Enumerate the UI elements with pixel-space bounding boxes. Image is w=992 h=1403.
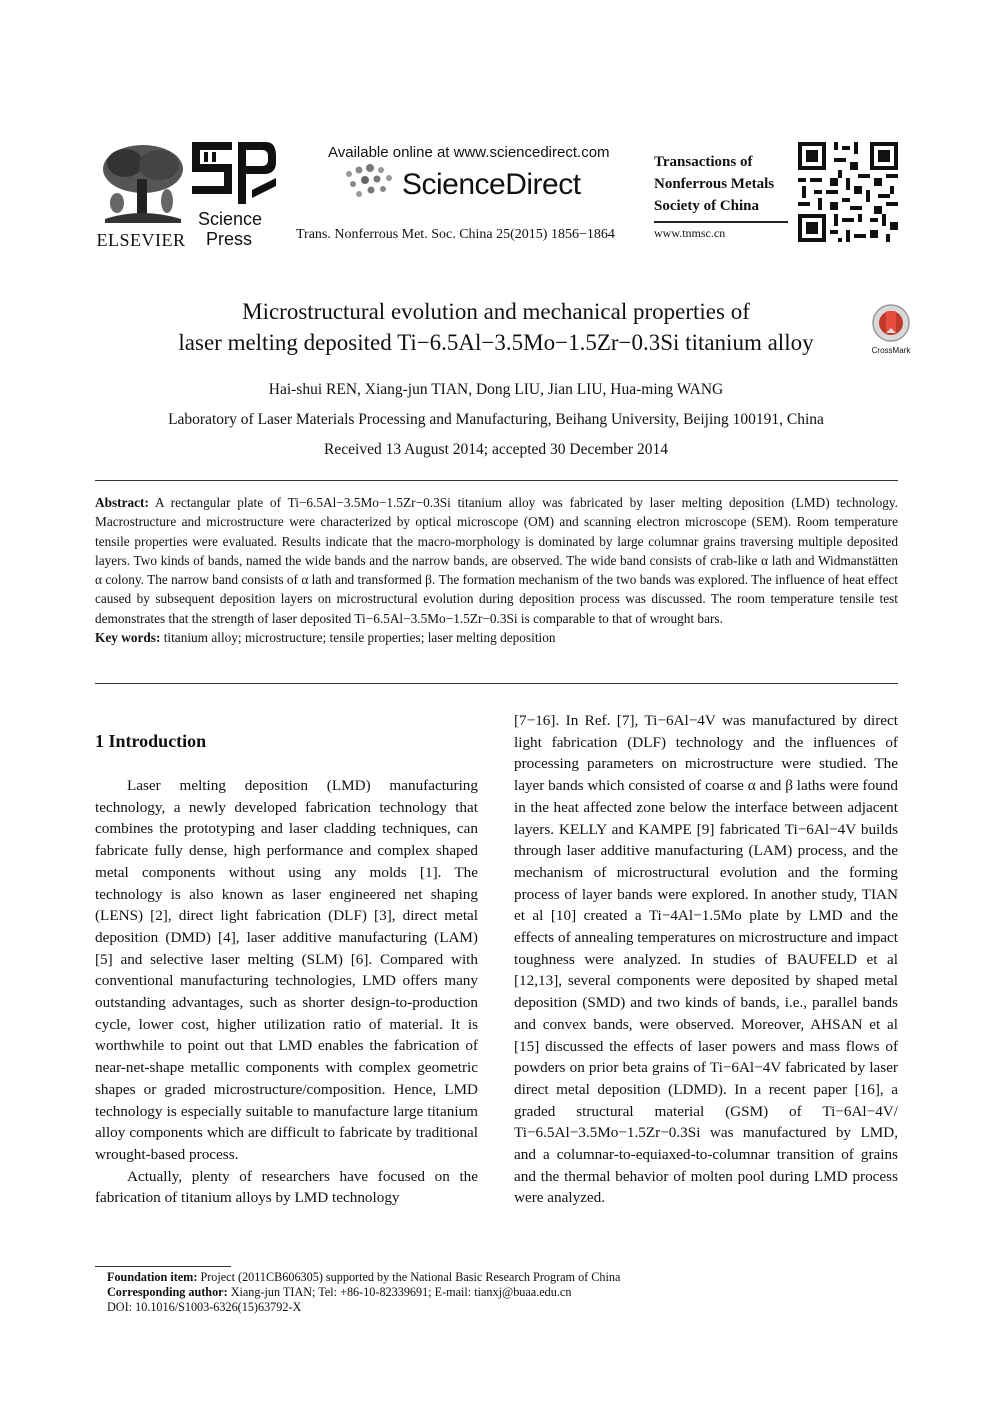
journal-masthead — [654, 151, 792, 241]
elsevier-logo — [95, 141, 187, 250]
journal-name-line1: Transactions of — [654, 154, 753, 170]
received-dates: Received 13 August 2014; accepted 30 December 2014 — [324, 441, 668, 458]
abstract-paragraph — [95, 493, 898, 628]
intro-paragraph-1: Laser melting deposition (LMD) manufacturing technology, a newly developed fabrication technology that combines the prototyping and laser cladding techniques, can fabricate fully dense, high performance and complex shaped metal components without using any molds [1]. The technology is also known as laser engineered net shaping (LENS) [2], direct light fabrication (DLF) [3], direct metal deposition (DMD) [4], laser additive manufacturing (LAM) [5] and selective laser melting (SLM) [6]. Compared with conventional manufacturing technologies, LMD offers many outstanding advantages, such as shorter design-to-production cycle, lower cost, higher utilization ratio of material. It is worthwhile to point out that LMD enables the fabrication of near-net-shape metallic components with complex geometric shapes or graded microstructure/composition. Hence, LMD technology is especially suitable to manufacture large titanium alloy components which are difficult to fabricate by traditional wrought-based process. — [95, 777, 478, 1163]
corresponding-label: Corresponding author: — [107, 1285, 228, 1300]
science-press-mark-icon — [192, 142, 278, 204]
footnotes — [107, 1270, 807, 1316]
abstract-top-rule — [95, 480, 898, 481]
elsevier-tree-icon — [95, 141, 187, 223]
crossmark-label: CrossMark — [871, 346, 911, 355]
affiliation: Laboratory of Laser Materials Processing and Manufacturing, Beihang University, Beijing 100191, China — [168, 411, 824, 428]
keywords-line — [95, 628, 898, 647]
sciencedirect-dots-icon — [343, 164, 399, 200]
section-heading: 1 Introduction — [95, 731, 207, 751]
publisher-name: ELSEVIER — [96, 230, 186, 250]
press-line1: Science — [198, 209, 263, 229]
corresponding-text: Xiang-jun TIAN; Tel: +86-10-82339691; E-mail: tianxj@buaa.edu.cn — [230, 1285, 572, 1300]
title-line1: Microstructural evolution and mechanical properties of — [242, 299, 750, 324]
available-online: Available online at www.sciencedirect.com — [328, 144, 610, 161]
crossmark-icon — [871, 303, 911, 343]
sciencedirect-wordmark: ScienceDirect — [402, 168, 581, 201]
keywords-text: titanium alloy; microstructure; tensile properties; laser melting deposition — [163, 630, 556, 646]
abstract-block — [95, 493, 898, 647]
corresponding-note — [107, 1285, 807, 1300]
abstract-text: A rectangular plate of Ti−6.5Al−3.5Mo−1.5Zr−0.3Si titanium alloy was fabricated by laser melting deposition (LMD) technology. Macrostructure and microstructure were characterized by optical microscope (OM) and scanning electron microscope (SEM). Room temperature tensile properties were evaluated. Results indicate that the macro-morphology is dominated by large columnar grains traversing multiple deposited layers. Two kinds of bands, named the wide bands and the narrow bands, are observed. The wide band consists of crab-like α lath and Widmanstätten α colony. The narrow band consists of α lath and transformed β. The formation mechanism of the two bands was explored. The influence of heat effect caused by subsequent deposition layers on microstructural evolution during deposition process was discussed. The room temperature tensile test demonstrates that the strength of laser deposited Ti−6.5Al−3.5Mo−1.5Zr−0.3Si is comparable to that of wrought bars. — [95, 495, 898, 626]
foundation-note — [107, 1270, 807, 1285]
foundation-label: Foundation item: — [107, 1270, 198, 1284]
doi-note[interactable]: DOI: 10.1016/S1003-6326(15)63792-X — [107, 1300, 302, 1315]
qr-code-icon — [798, 142, 898, 242]
journal-name-line2: Nonferrous Metals — [654, 176, 775, 192]
title-line2: laser melting deposited Ti−6.5Al−3.5Mo−1.5Zr−0.3Si titanium alloy — [178, 330, 814, 355]
abstract-label: Abstract: — [95, 495, 149, 510]
footnote-rule — [95, 1266, 231, 1267]
crossmark-badge[interactable] — [866, 303, 916, 355]
press-line2: Press — [206, 229, 253, 249]
intro-paragraph-2-continued: [7−16]. In Ref. [7], Ti−6Al−4V was manufactured by direct light fabrication (DLF) technology and the influences of processing parameters on microstructure were studied. The layer bands which consisted of coarse α and β laths were found in the heat affected zone below the interface between adjacent layers. KELLY and KAMPE [9] fabricated Ti−6Al−4V builds through laser additive manufacturing (LAM) process, and the mechanism of microstructural evolution and the forming process of layer bands were explored. In another study, TIAN et al [10] created a Ti−4Al−1.5Mo plate by LMD and the effects of annealing temperatures on microstructure and impact toughness were analyzed. In studies of BAUFELD et al [12,13], several components were deposited by shaped metal deposition (SMD) and two kinds of bands, i.e., parallel bands and convex bands, were observed. Moreover, AHSAN et al [15] discussed the effects of laser powers and mass flows of powders on prior beta grains of Ti−6Al−4V fabricated by laser direct metal deposition (LDMD). In a recent paper [16], a graded structural material (GSM) of Ti−6Al−4V/ Ti−6.5Al−3.5Mo−1.5Zr−0.3Si was manufactured by LMD, and a columnar-to-equiaxed-to-columnar transition of grains and the thermal behavior of molten pool during LMD process were analyzed. — [514, 712, 898, 1207]
foundation-text: Project (2011CB606305) supported by the National Basic Research Program of China — [200, 1270, 621, 1284]
left-column — [95, 775, 478, 1209]
journal-divider — [654, 221, 788, 223]
article-title — [96, 296, 896, 358]
intro-paragraph-2: Actually, plenty of researchers have focused on the fabrication of titanium alloys by LMD technology — [95, 1167, 478, 1207]
journal-citation: Trans. Nonferrous Met. Soc. China 25(2015) 1856−1864 — [296, 227, 615, 242]
journal-name-line3: Society of China — [654, 198, 759, 214]
science-press-logo — [192, 142, 280, 249]
journal-url: www.tnmsc.cn — [654, 226, 726, 240]
author-list: Hai-shui REN, Xiang-jun TIAN, Dong LIU, Jian LIU, Hua-ming WANG — [268, 381, 724, 398]
abstract-bottom-rule — [95, 683, 898, 684]
keywords-label: Key words: — [95, 630, 161, 646]
right-column — [514, 710, 898, 1209]
